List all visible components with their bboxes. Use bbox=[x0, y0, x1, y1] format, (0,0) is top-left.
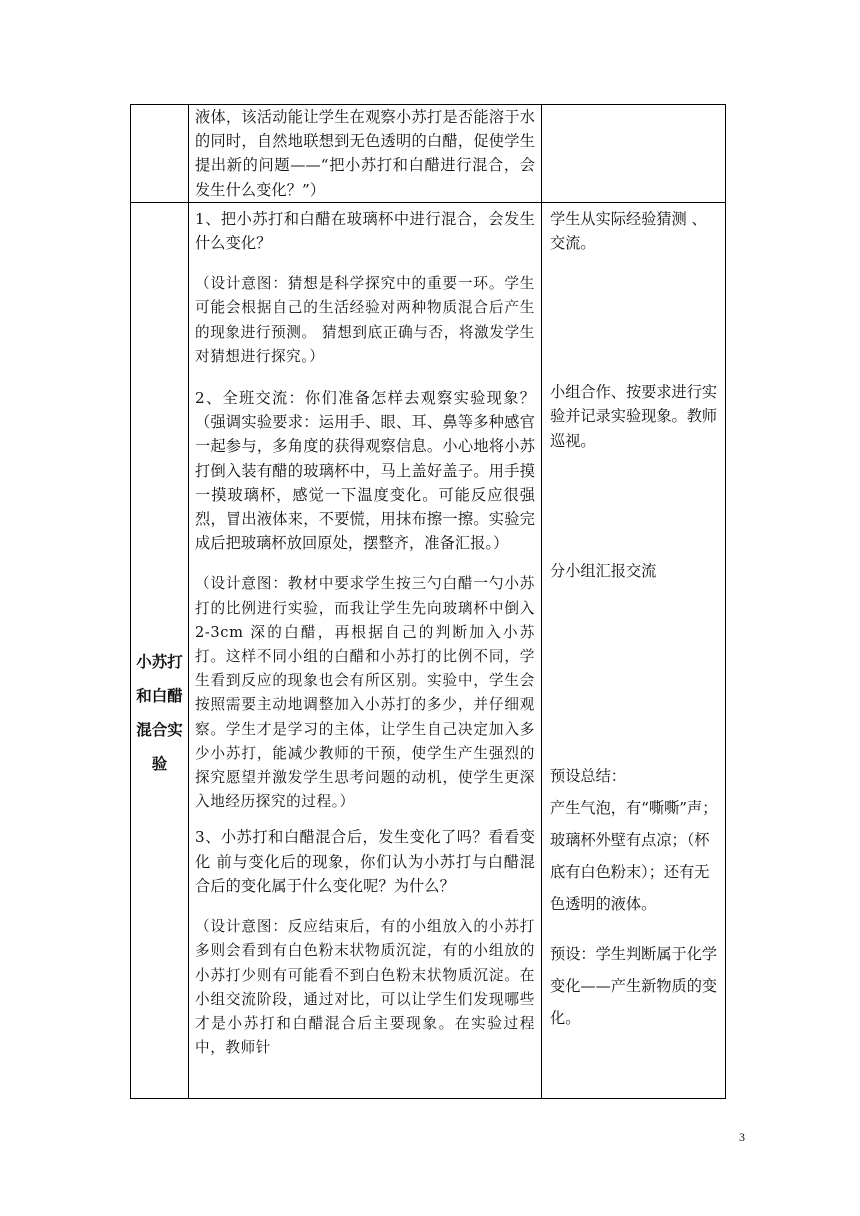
lesson-plan-table bbox=[130, 104, 726, 1099]
continuation-text: 液体，该活动能让学生在观察小苏打是否能溶于水的同时，自然地联想到无色透明的白醋，促使学生提出新的问题——“把小苏打和白醋进行混合，会发生什么变化？”） bbox=[195, 108, 535, 199]
content-cell bbox=[189, 202, 542, 1098]
question-1: 1、把小苏打和白醋在玻璃杯中进行混合，会发生什么变化？ bbox=[195, 209, 535, 253]
student-activity-2: 小组合作、按要求进行实验并记录实验现象。教师巡视。 bbox=[550, 383, 718, 450]
table-row-experiment bbox=[131, 202, 726, 1098]
question-2: 2、全班交流：你们准备怎样去观察实验现象？（强调实验要求：运用手、眼、耳、鼻等多种感官一起参与，多角度的获得观察信息。小心地将小苏打倒入装有醋的玻璃杯中，马上盖好盖子。用手摸一摸玻璃杯，感觉一下温度变化。可能反应很强烈，冒出液体来，不要慌，用抹布擦一擦。实验完成后把玻璃杯放回原处，摆整齐，准备汇报。） bbox=[195, 389, 535, 553]
student-activity-1: 学生从实际经验猜测 、交流。 bbox=[550, 209, 707, 253]
student-activity-3: 分小组汇报交流 bbox=[550, 561, 657, 580]
design-intent-1: （设计意图：猜想是科学探究中的重要一环。学生可能会根据自己的生活经验对两种物质混合后产生的现象进行预测。 猜想到底正确与否，将激发学生对猜想进行探究。） bbox=[195, 275, 535, 365]
page-number: 3 bbox=[739, 1130, 745, 1144]
question-3: 3、小苏打和白醋混合后，发生变化了吗？看看变化 前与变化后的现象，你们认为小苏打与白醋混合后的变化属于什么变化呢？为什么？ bbox=[195, 828, 535, 895]
student-activity-cell bbox=[542, 202, 726, 1098]
preset-summary-title: 预设总结： bbox=[550, 767, 626, 786]
section-label: 小苏打和白醋混合实验 bbox=[136, 652, 183, 773]
preset-judgment: 预设：学生判断属于化学变化——产生新物质的变化。 bbox=[550, 945, 718, 1028]
preset-summary-text: 产生气泡，有“嘶嘶”声；玻璃杯外壁有点凉；（杯底有白色粉末）；还有无色透明的液体。 bbox=[550, 799, 718, 914]
student-cell-empty bbox=[542, 105, 726, 203]
design-intent-2: （设计意图：教材中要求学生按三勺白醋一勺小苏打的比例进行实验，而我让学生先向玻璃杯中倒入 2-3cm 深的白醋，再根据自己的判断加入小苏打。这样不同小组的白醋和小苏打的比例不同，学生看到反应的现象也会有所区别。实验中，学生会按照需要主动地调整加入小苏打的多少，并仔细观察。学生才是学习的主体，让学生自己决定加入多少小苏打，能减少教师的干预，使学生产生强烈的探究愿望并激发学生思考问题的动机，使学生更深入地经历探究的过程。） bbox=[195, 575, 535, 811]
section-cell-empty bbox=[131, 105, 189, 203]
table-row-continuation bbox=[131, 105, 726, 203]
lesson-plan-table-container bbox=[130, 104, 724, 1099]
content-cell-continuation bbox=[189, 105, 542, 203]
design-intent-3: （设计意图：反应结束后，有的小组放入的小苏打多则会看到有白色粉末状物质沉淀，有的小组放的小苏打少则有可能看不到白色粉末状物质沉淀。在小组交流阶段，通过对比，可以让学生们发现哪些才是小苏打和白醋混合后主要现象。在实验过程中，教师针 bbox=[195, 918, 535, 1057]
section-cell bbox=[131, 202, 189, 1098]
